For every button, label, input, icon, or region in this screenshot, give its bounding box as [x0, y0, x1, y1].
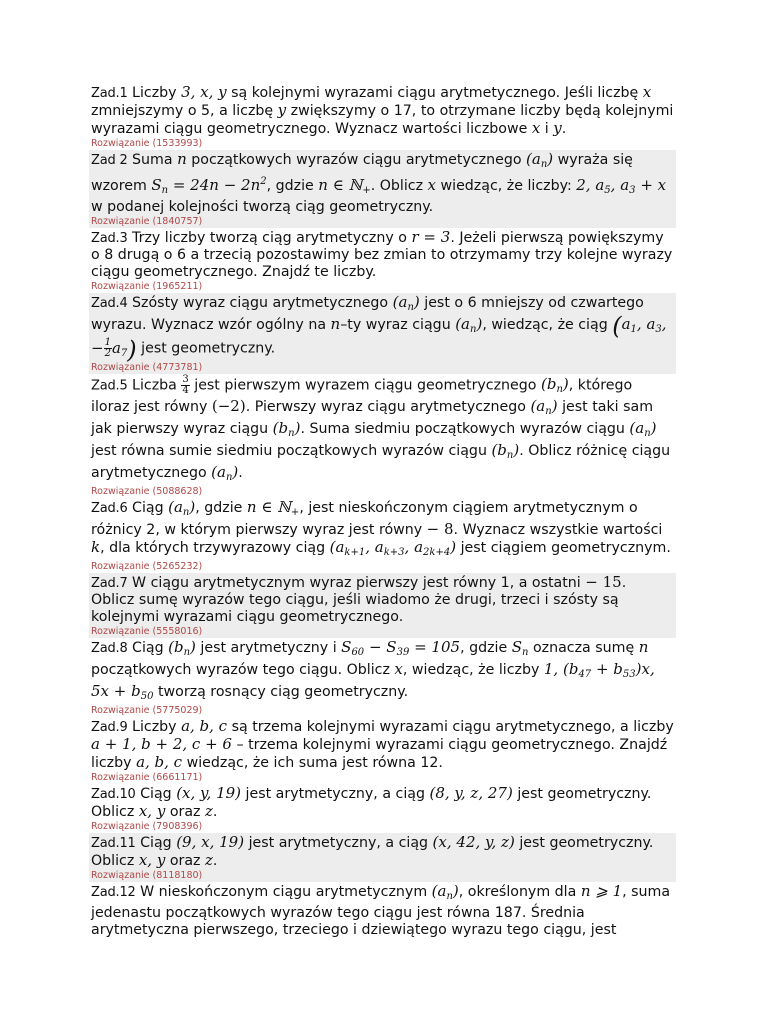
- subscript: n: [161, 185, 169, 196]
- solution-link[interactable]: Rozwiązanie (5088628): [91, 486, 203, 497]
- math-part: (b: [272, 419, 289, 437]
- math: a, b, c: [136, 753, 183, 771]
- text: , dla których trzywyrazowy ciąg: [100, 540, 326, 556]
- task-label: Zad 2: [91, 153, 128, 168]
- text: Liczby: [132, 719, 177, 735]
- math: z: [205, 851, 213, 869]
- math-part: a: [621, 315, 631, 333]
- math-part: , a: [610, 176, 630, 194]
- math-part: ): [189, 498, 196, 516]
- task-8: [89, 638, 676, 717]
- math: [151, 176, 266, 194]
- text: jest równa sumie siedmiu początkowych wyrazów ciągu: [91, 443, 487, 459]
- task-label: Zad.8: [91, 641, 128, 656]
- math: (8, y, z, 27): [429, 784, 513, 802]
- math: [455, 315, 482, 333]
- text: jest arytmetyczny, a ciąg: [248, 835, 429, 851]
- math: y: [277, 101, 287, 119]
- solution-link[interactable]: Rozwiązanie (7908396): [91, 821, 203, 832]
- subscript: k+3: [383, 547, 405, 558]
- math: x: [394, 660, 403, 678]
- task-7: [89, 573, 676, 638]
- subscript: 3: [655, 324, 662, 335]
- math-part: ): [190, 638, 196, 656]
- math: [512, 638, 529, 656]
- text: Ciąg: [140, 786, 172, 802]
- math: − 8: [426, 520, 454, 538]
- math-part: − S: [368, 638, 397, 656]
- math-part: , a: [404, 538, 424, 556]
- text: jest geometryczny. Oblicz: [91, 786, 652, 820]
- math: [526, 150, 553, 168]
- numerator: 3: [182, 373, 189, 385]
- text: , jest nieskończonym ciągiem arytmetycznym o różnicy 2, w którym pierwszy wyraz jest równy: [91, 500, 638, 538]
- text: – trzema kolejnymi wyrazami ciągu geometrycznego. Znajdź liczby: [91, 737, 668, 771]
- math: [330, 538, 456, 556]
- solution-link[interactable]: Rozwiązanie (1840757): [91, 216, 203, 227]
- fraction: [104, 338, 112, 359]
- math-part: , −: [91, 315, 667, 357]
- math: (9, x, 19): [176, 833, 245, 851]
- text: zwiększymy o 17, to otrzymane liczby będą kolejnymi wyrazami ciągu geometrycznego. Wyznacz wartości liczbowe: [91, 103, 674, 137]
- task-9: [89, 717, 676, 784]
- solution-link[interactable]: Rozwiązanie (6661171): [91, 772, 203, 783]
- math-part: (a: [168, 498, 183, 516]
- text: .: [212, 804, 218, 820]
- text: jest o 6 mniejszy od czwartego wyrazu. Wyznacz wzór ogólny na: [91, 295, 644, 333]
- math-part: (b: [540, 375, 557, 393]
- math: k: [91, 538, 101, 556]
- subscript: n: [470, 324, 477, 335]
- text: . Oblicz sumę wyrazów tego ciągu, jeśli wiadomo że drugi, trzeci i szósty są kolejnymi wyrazami ciągu geometrycznego.: [91, 575, 627, 625]
- text: –ty wyraz ciągu: [340, 317, 451, 333]
- math: x, y: [138, 851, 166, 869]
- text: .: [212, 853, 218, 869]
- text: , gdzie: [266, 178, 314, 194]
- text: jest ciągiem geometrycznym.: [460, 540, 671, 556]
- denominator: 2: [104, 348, 111, 359]
- math: [341, 638, 460, 656]
- task-12: [89, 882, 676, 939]
- text: , gdzie: [195, 500, 243, 516]
- math: a, b, c: [181, 717, 228, 735]
- math-part: = 105: [414, 638, 461, 656]
- task-11: [89, 833, 676, 882]
- subscript: n: [540, 159, 548, 170]
- math: x: [531, 119, 541, 137]
- subscript: +: [290, 507, 300, 518]
- subscript: n: [183, 647, 191, 658]
- math: − 15: [585, 573, 622, 591]
- math: [393, 293, 420, 311]
- task-label: Zad.7: [91, 576, 128, 591]
- math-part: 2, a: [576, 176, 605, 194]
- text: Liczba: [132, 377, 177, 393]
- text: tworzą rosnący ciąg geometryczny.: [157, 684, 409, 700]
- math-part: )x, 5x + b: [91, 660, 655, 700]
- text: jest geometryczny.: [141, 340, 276, 357]
- math: [432, 882, 459, 900]
- text: .: [561, 121, 567, 137]
- text: , wiedząc, że ciąg: [482, 317, 608, 333]
- math: r = 3: [411, 228, 451, 246]
- subscript: 53: [622, 669, 636, 680]
- text: zmniejszymy o 5, a liczbę: [91, 103, 274, 119]
- math: [629, 419, 656, 437]
- math-part: , a: [636, 315, 656, 333]
- math-part: ): [452, 882, 459, 900]
- text: .: [238, 465, 243, 481]
- text: . Wyznacz wszystkie wartości: [453, 522, 663, 538]
- text: Liczby: [132, 85, 177, 101]
- math-part: + b: [595, 660, 623, 678]
- math-part: n ∈ ℕ: [246, 498, 291, 516]
- math: a + 1, b + 2, c + 6: [91, 735, 232, 753]
- solution-link[interactable]: Rozwiązanie (5775029): [91, 705, 203, 716]
- task-3: [89, 228, 676, 293]
- task-2: [89, 150, 676, 228]
- text: . Jeżeli pierwszą powiększymy o 8 drugą o 6 a trzecią pozostawimy bez zmian to otrzymamy trzy kolejne wyrazy ciągu geometrycznego. Znajdź te liczby.: [91, 230, 673, 280]
- subscript: n: [182, 507, 190, 518]
- math: y: [553, 119, 562, 137]
- math: n: [638, 638, 649, 656]
- math-part: ): [547, 150, 554, 168]
- text: wiedząc, że ich suma jest równa 12.: [186, 755, 443, 771]
- subscript: n: [522, 647, 529, 658]
- math-part: (a: [392, 293, 408, 311]
- subscript: n: [407, 302, 414, 313]
- math: (x, 42, y, z): [432, 833, 515, 851]
- text: są trzema kolejnymi wyrazami ciągu arytmetycznego, a liczby: [231, 719, 674, 735]
- math: 3, x, y: [181, 83, 227, 101]
- math-part: a: [111, 338, 121, 357]
- math-part: (a: [526, 150, 541, 168]
- text: oraz: [169, 853, 201, 869]
- math: n: [177, 150, 187, 168]
- math: [318, 176, 370, 194]
- math-part: ): [413, 293, 420, 311]
- text: , którego iloraz jest równy: [91, 377, 633, 415]
- text: początkowych wyrazów tego ciągu. Oblicz: [91, 662, 390, 678]
- text: , gdzie: [460, 640, 508, 656]
- text: Trzy liczby tworzą ciąg arytmetyczny o: [132, 230, 407, 246]
- math-part: , a: [365, 538, 384, 556]
- subscript: n: [644, 428, 651, 439]
- math-part: (a: [431, 882, 447, 900]
- solution-link[interactable]: Rozwiązanie (1533993): [91, 138, 203, 149]
- math: [530, 397, 557, 415]
- solution-link[interactable]: Rozwiązanie (8118180): [91, 870, 203, 881]
- math-part: = 24n − 2n: [172, 176, 261, 194]
- task-list: [89, 83, 676, 939]
- solution-link[interactable]: Rozwiązanie (1965211): [91, 281, 203, 292]
- text: jest taki sam jak pierwszy wyraz ciągu: [91, 399, 654, 437]
- task-label: Zad.9: [91, 720, 128, 735]
- math: [211, 463, 238, 481]
- math-part: (a: [211, 463, 226, 481]
- math-part: ): [551, 397, 558, 415]
- superscript: 2: [260, 176, 267, 187]
- solution-link[interactable]: Rozwiązanie (4773781): [91, 361, 203, 373]
- solution-link[interactable]: Rozwiązanie (5558016): [91, 626, 203, 637]
- math: x, y: [138, 802, 166, 820]
- subscript: 7: [120, 347, 128, 359]
- fraction: [181, 375, 189, 396]
- math: [491, 441, 519, 459]
- math: (−2): [211, 397, 246, 415]
- text: oznacza sumę: [532, 640, 635, 656]
- text: . Suma siedmiu początkowych wyrazów ciągu: [300, 421, 625, 437]
- math: [541, 375, 569, 393]
- text: . Pierwszy wyraz ciągu arytmetycznego: [245, 399, 526, 415]
- math-part: (a: [530, 397, 546, 415]
- text: początkowych wyrazów ciągu arytmetycznego: [191, 152, 522, 168]
- subscript: +: [362, 185, 371, 196]
- subscript: 47: [578, 669, 592, 680]
- text: są kolejnymi wyrazami ciągu arytmetycznego. Jeśli liczbę: [231, 85, 639, 101]
- subscript: k+1: [344, 547, 366, 558]
- text: jest arytmetyczny i: [200, 640, 337, 656]
- text: W nieskończonym ciągu arytmetycznym: [140, 884, 428, 900]
- subscript: 3: [629, 185, 636, 196]
- math-part: S: [341, 638, 352, 656]
- subscript: n: [545, 406, 552, 417]
- math-part: ): [513, 441, 520, 459]
- math-part: S: [511, 638, 523, 656]
- text: W ciągu arytmetycznym wyraz pierwszy jest równy 1, a ostatni: [132, 575, 581, 591]
- text: wiedząc, że liczby:: [440, 178, 572, 194]
- math-part: ): [450, 538, 457, 556]
- math-part: ): [562, 375, 569, 393]
- math-part: (a: [329, 538, 345, 556]
- solution-link[interactable]: Rozwiązanie (5265232): [91, 561, 203, 572]
- math: (x, y, 19): [176, 784, 242, 802]
- text: oraz: [169, 804, 201, 820]
- subscript: 50: [140, 691, 154, 702]
- task-5: [89, 374, 676, 499]
- subscript: 1: [630, 324, 637, 335]
- math-part: (a: [629, 419, 645, 437]
- task-6: [89, 498, 676, 573]
- math: [168, 638, 196, 656]
- subscript: 5: [604, 185, 611, 196]
- math: n: [330, 315, 341, 333]
- task-label: Zad.10: [91, 787, 136, 802]
- math: x: [642, 83, 652, 101]
- subscript: n: [225, 472, 233, 483]
- text: jest arytmetyczny, a ciąg: [245, 786, 425, 802]
- task-label: Zad.6: [91, 501, 128, 516]
- math: n ⩾ 1: [580, 882, 623, 900]
- math: [168, 498, 195, 516]
- text: jest pierwszym wyrazem ciągu geometrycznego: [194, 377, 537, 393]
- text: Ciąg: [132, 500, 164, 516]
- task-label: Zad.5: [91, 378, 128, 393]
- task-10: [89, 784, 676, 833]
- math-part: n ∈ ℕ: [318, 176, 363, 194]
- task-1: [89, 83, 676, 150]
- subscript: 2k+4: [423, 547, 451, 558]
- task-label: Zad.4: [91, 296, 128, 311]
- text: . Oblicz: [370, 178, 424, 194]
- text: , określonym dla: [458, 884, 577, 900]
- subscript: n: [288, 428, 295, 439]
- task-label: Zad.3: [91, 231, 128, 246]
- math-part: ): [476, 315, 483, 333]
- math-part: (b: [168, 638, 184, 656]
- text: jest geometryczny. Oblicz: [91, 835, 654, 869]
- math: [247, 498, 299, 516]
- subscript: 60: [351, 647, 365, 658]
- math-part: S: [151, 176, 162, 194]
- subscript: n: [506, 450, 514, 461]
- text: , suma jedenastu początkowych wyrazów tego ciągu jest równa 187. Średnia arytmetyczna pierwszego, trzeciego i dziewiątego wyrazu tego ciągu, jest: [91, 884, 671, 938]
- text: Szósty wyraz ciągu arytmetycznego: [132, 295, 389, 311]
- paren: ): [127, 335, 137, 364]
- text: Suma: [132, 152, 173, 168]
- math: z: [205, 802, 213, 820]
- text: Ciąg: [140, 835, 172, 851]
- text: wyraża się wzorem: [91, 152, 633, 194]
- math-part: (b: [491, 441, 507, 459]
- math: [576, 176, 666, 194]
- text: . Oblicz różnicę ciągu arytmetycznego: [91, 443, 671, 481]
- text: Ciąg: [132, 640, 164, 656]
- subscript: n: [446, 891, 453, 902]
- math: x: [427, 176, 437, 194]
- task-4: [89, 293, 676, 374]
- subscript: 39: [396, 647, 410, 658]
- text: w podanej kolejności tworzą ciąg geometryczny.: [91, 199, 434, 215]
- text: , wiedząc, że liczby: [402, 662, 540, 678]
- numerator: 1: [104, 337, 111, 348]
- math-part: ): [650, 419, 657, 437]
- paren: (: [612, 312, 622, 340]
- math: [273, 419, 301, 437]
- math-part: (a: [455, 315, 470, 333]
- math-part: 1, (b: [543, 660, 579, 678]
- text: i: [544, 121, 549, 137]
- task-label: Zad.1: [91, 86, 128, 101]
- math-part: ): [232, 463, 239, 481]
- task-label: Zad.12: [91, 885, 136, 900]
- math-part: + x: [640, 176, 667, 194]
- task-label: Zad.11: [91, 836, 136, 851]
- subscript: n: [556, 384, 563, 395]
- denominator: 4: [182, 384, 189, 396]
- math-part: ): [294, 419, 301, 437]
